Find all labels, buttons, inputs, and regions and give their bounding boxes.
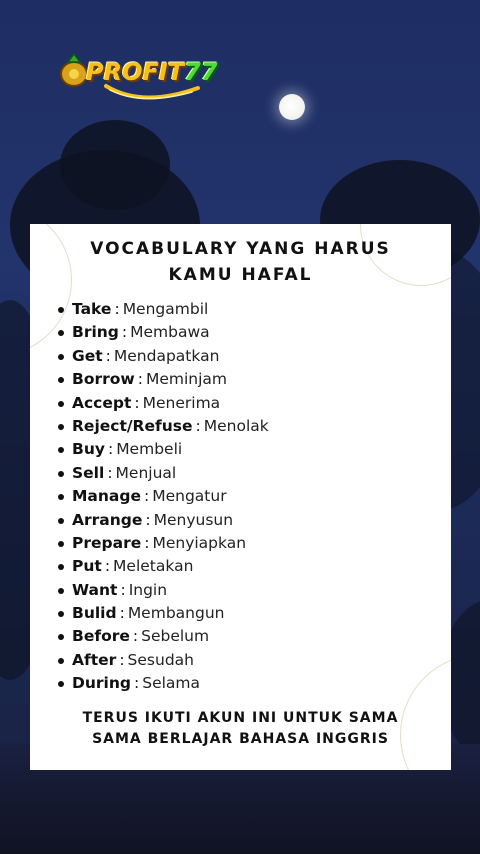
vocab-meaning: Sebelum (141, 627, 210, 646)
vocab-separator: : (144, 487, 150, 506)
bullet-icon (58, 330, 64, 336)
bullet-icon (58, 634, 64, 640)
vocab-term: Put (72, 557, 102, 576)
vocab-meaning: Sesudah (127, 650, 194, 669)
bullet-icon (58, 447, 64, 453)
bullet-icon (58, 401, 64, 407)
vocab-term: Accept (72, 393, 132, 412)
bullet-icon (58, 611, 64, 617)
vocab-separator: : (119, 604, 125, 623)
card-footer (30, 708, 451, 750)
list-item (56, 532, 269, 555)
footer-line: SAMA BERLAJAR BAHASA INGGRIS (92, 731, 389, 747)
list-item (56, 485, 269, 508)
vocab-meaning: Meminjam (145, 370, 228, 389)
bullet-icon (58, 588, 64, 594)
vocab-separator: : (137, 370, 143, 389)
bullet-icon (58, 541, 64, 547)
vocab-term: During (72, 674, 131, 693)
vocab-meaning: Mendapatkan (113, 346, 220, 365)
vocab-separator: : (119, 650, 125, 669)
vocab-term: Reject/Refuse (72, 416, 193, 435)
list-item (56, 392, 269, 415)
bullet-icon (58, 518, 64, 524)
card-title-line: KAMU HAFAL (168, 265, 313, 285)
card-title-line: VOCABULARY YANG HARUS (90, 239, 391, 259)
bullet-icon (58, 494, 64, 500)
vocab-term: Before (72, 627, 130, 646)
brand-logo-word: PROFIT (86, 58, 185, 86)
vocab-term: Borrow (72, 370, 135, 389)
bullet-icon (58, 354, 64, 360)
vocab-separator: : (105, 346, 111, 365)
list-item (56, 415, 269, 438)
bullet-icon (58, 471, 64, 477)
bullet-icon (58, 658, 64, 664)
list-item (56, 602, 269, 625)
vocab-meaning: Membangun (127, 604, 225, 623)
list-item (56, 625, 269, 648)
vocab-separator: : (134, 393, 140, 412)
vocab-meaning: Menyiapkan (152, 533, 247, 552)
vocab-term: Bulid (72, 604, 117, 623)
list-item (56, 462, 269, 485)
vocab-term: Get (72, 346, 103, 365)
brand-logo-number: 77 (184, 58, 218, 86)
vocab-term: Arrange (72, 510, 143, 529)
footer-line: TERUS IKUTI AKUN INI UNTUK SAMA (82, 710, 399, 726)
vocab-term: Take (72, 300, 112, 318)
vocab-meaning: Menyusun (153, 510, 234, 529)
logo-swoosh-icon (102, 82, 202, 104)
list-item (56, 345, 269, 368)
bullet-icon (58, 377, 64, 383)
list-item (56, 321, 269, 344)
bullet-icon (58, 307, 64, 313)
card-title (30, 236, 451, 288)
list-item (56, 555, 269, 578)
vocab-separator: : (134, 674, 140, 693)
vocab-separator: : (107, 440, 114, 459)
vocab-term: Bring (72, 323, 119, 342)
vocab-term: Prepare (72, 533, 142, 552)
vocab-meaning: Membawa (130, 323, 210, 342)
vocab-separator: : (120, 580, 126, 599)
vocab-term: Manage (72, 487, 141, 506)
bullet-icon (58, 681, 64, 687)
vocab-meaning: Menerima (142, 393, 221, 412)
vocabulary-card (30, 224, 451, 770)
bullet-icon (58, 424, 64, 430)
tree-silhouette (60, 120, 170, 210)
list-item (56, 509, 269, 532)
brand-logo (58, 40, 228, 110)
vocab-separator: : (144, 533, 150, 552)
vocab-separator: : (195, 416, 201, 435)
vocab-separator: : (145, 510, 151, 529)
vocab-separator: : (121, 323, 128, 342)
vocab-term: Buy (72, 440, 105, 459)
list-item (56, 579, 269, 602)
vocab-meaning: Meletakan (113, 557, 194, 576)
vocab-meaning: Menjual (115, 463, 177, 482)
vocab-meaning: Selama (142, 674, 201, 693)
list-item (56, 672, 269, 695)
vocab-separator: : (132, 627, 139, 646)
list-item (56, 649, 269, 672)
vocab-separator: : (107, 463, 113, 482)
bullet-icon (58, 564, 64, 570)
list-item (56, 438, 269, 461)
vocab-term: Sell (72, 463, 105, 482)
vocab-separator: : (104, 557, 111, 576)
vocab-term: Want (72, 580, 118, 599)
vocab-meaning: Mengatur (152, 487, 227, 506)
vocab-meaning: Ingin (128, 580, 168, 599)
vocab-meaning: Mengambil (122, 300, 209, 318)
vocab-meaning: Menolak (203, 416, 269, 435)
vocab-term: After (72, 650, 117, 669)
moon (279, 94, 305, 120)
vocab-separator: : (114, 300, 120, 318)
list-item (56, 368, 269, 391)
vocabulary-list (56, 298, 269, 696)
list-item (56, 298, 269, 321)
vocab-meaning: Membeli (116, 440, 183, 459)
